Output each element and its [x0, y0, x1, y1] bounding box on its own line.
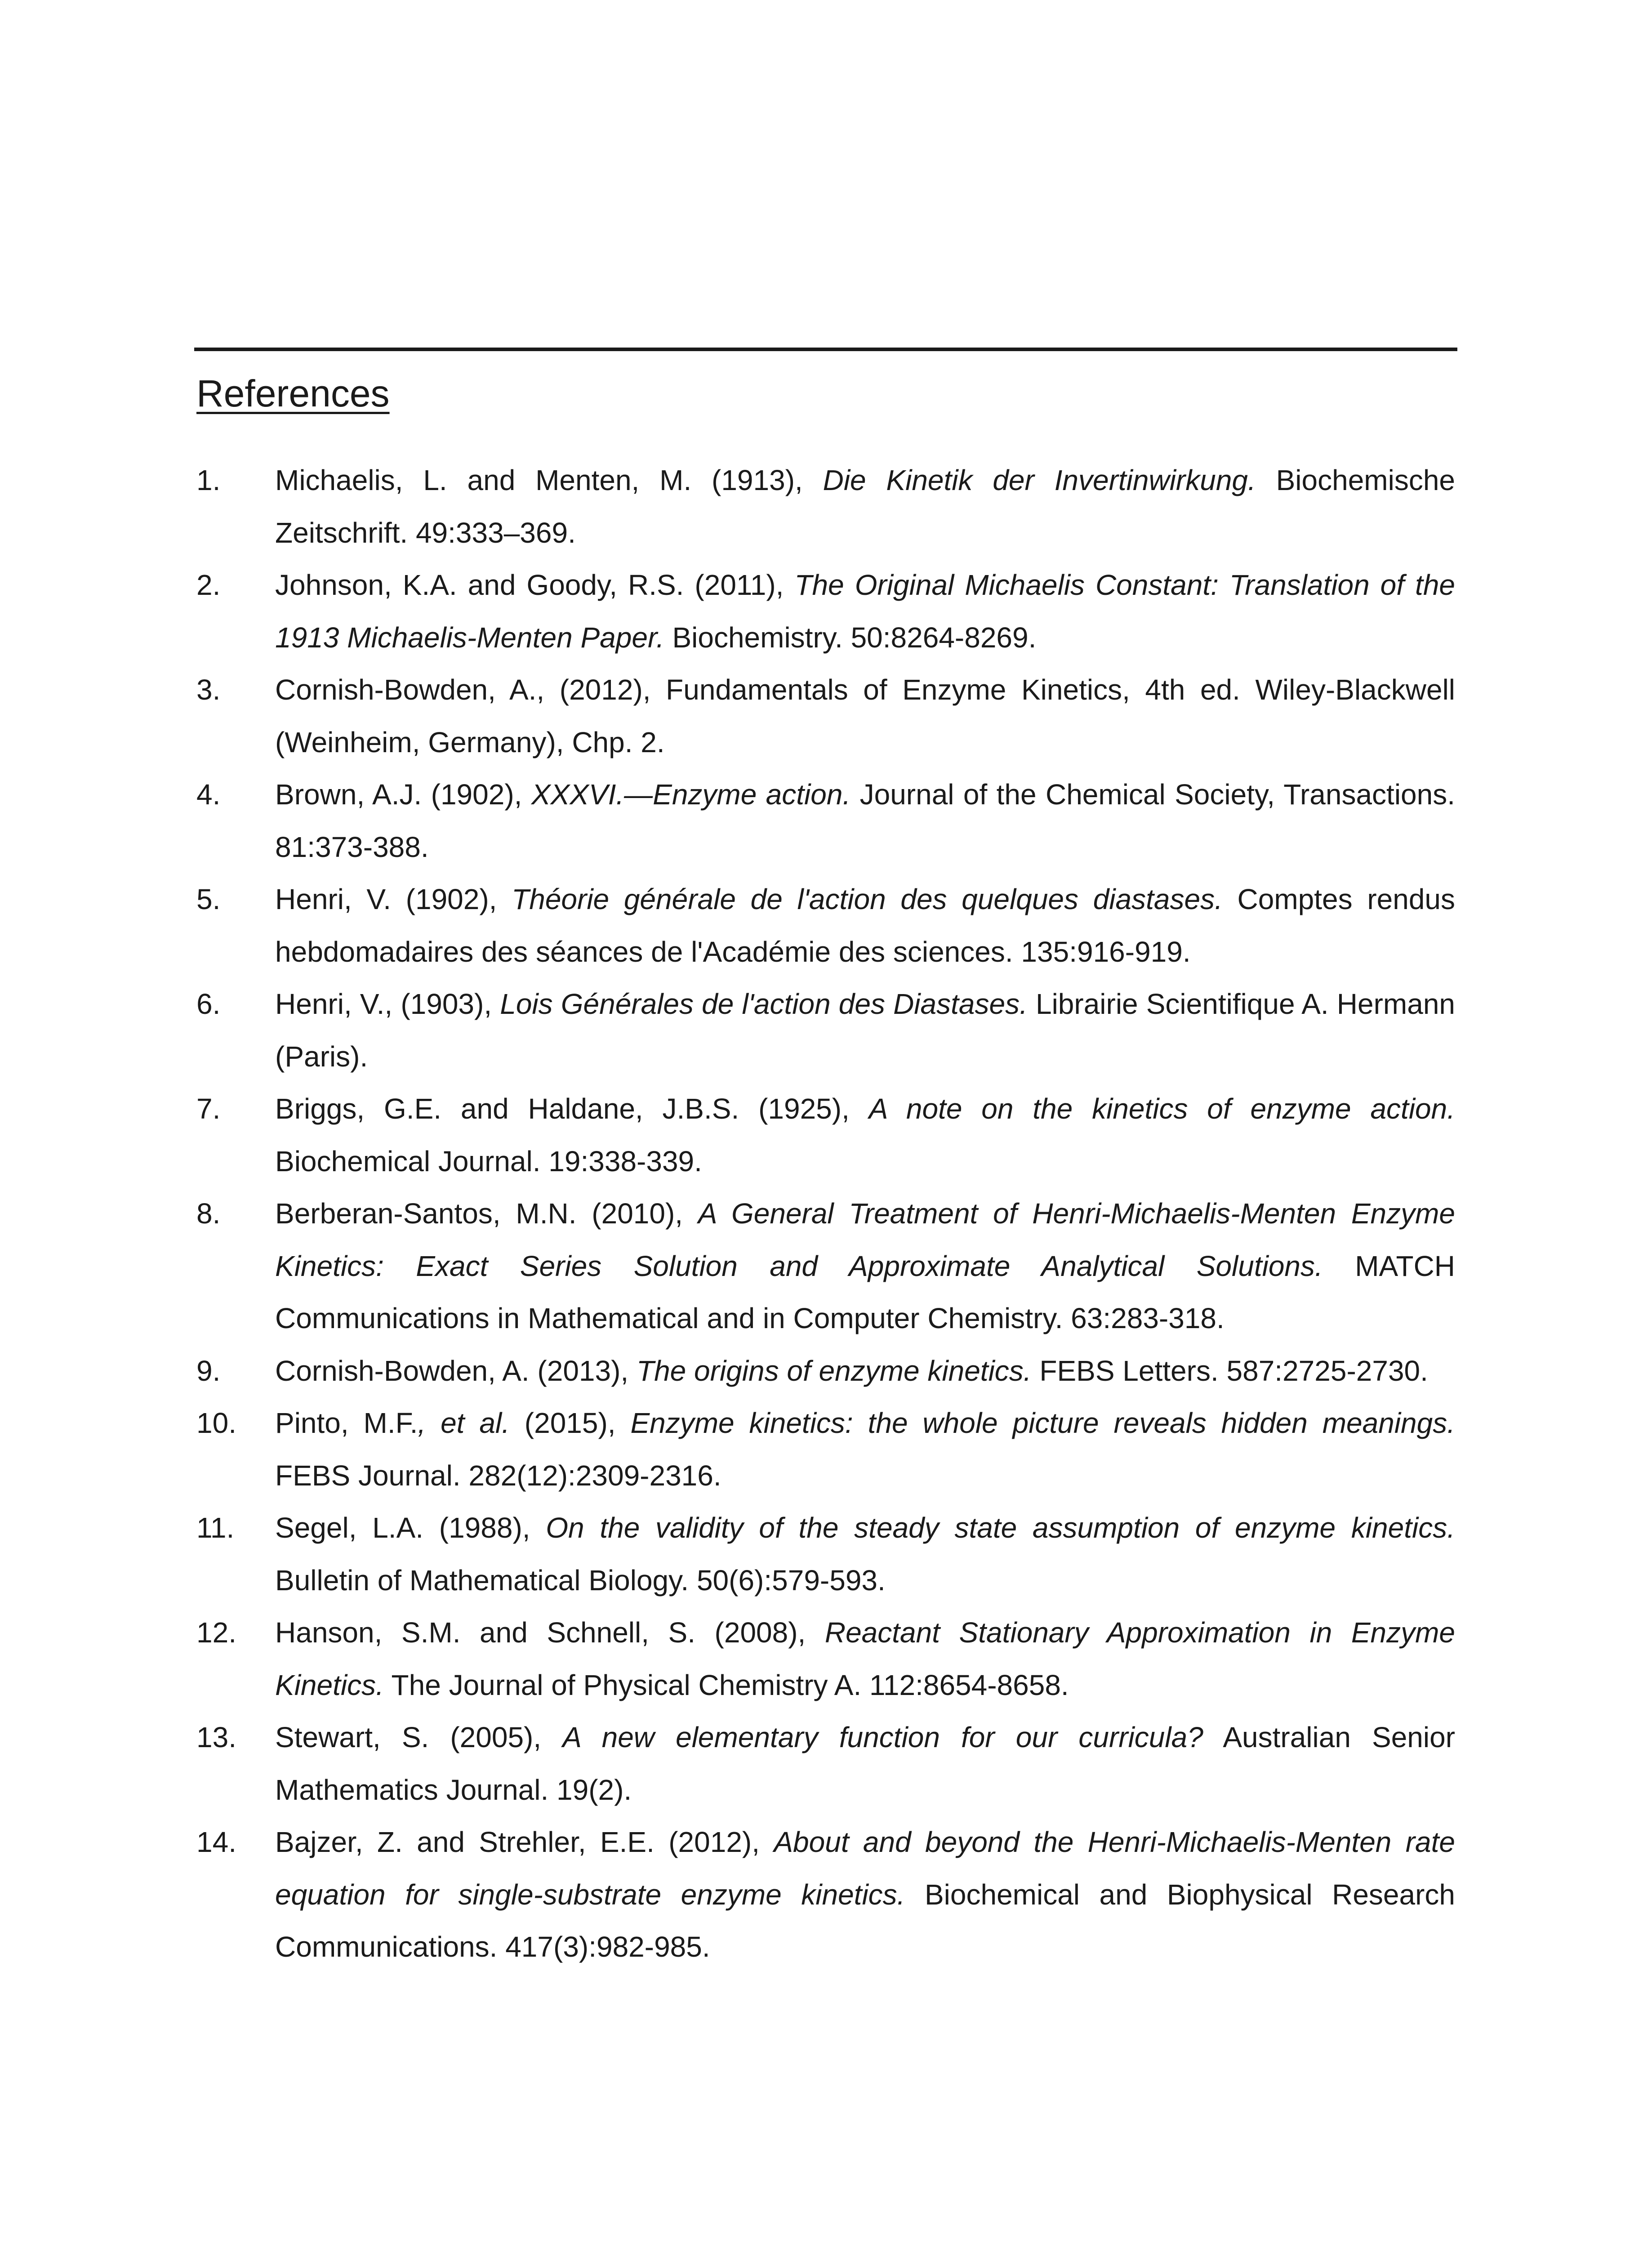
reference-number: 13.: [196, 1721, 236, 1753]
reference-title: A General Treatment of Henri-Michaelis-Menten Enzyme Kinetics: Exact Series Solution and Approximate Analytical Solutions.: [275, 1197, 1455, 1282]
reference-authors: Michaelis, L. and Menten, M. (1913),: [275, 464, 823, 496]
reference-title: A new elementary function for our curricula?: [562, 1721, 1203, 1753]
references-heading: References: [196, 372, 390, 415]
reference-number: 12.: [196, 1616, 236, 1649]
reference-item-9: [196, 1345, 1455, 1397]
reference-source: Biochemical Journal. 19:338-339.: [275, 1145, 702, 1178]
reference-title: Théorie générale de l'action des quelques diastases.: [512, 883, 1223, 915]
reference-authors: Cornish-Bowden, A. (2013),: [275, 1354, 637, 1387]
reference-authors: Henri, V., (1903),: [275, 988, 500, 1020]
reference-title: A note on the kinetics of enzyme action.: [868, 1093, 1456, 1125]
reference-number: 14.: [196, 1826, 236, 1858]
reference-item-7: [196, 1083, 1455, 1187]
reference-title: Reactant Stationary Approximation in Enzyme Kinetics.: [275, 1616, 1455, 1701]
reference-title: The origins of enzyme kinetics.: [636, 1354, 1032, 1387]
reference-title: The Original Michaelis Constant: Translation of the 1913 Michaelis-Menten Paper.: [275, 569, 1455, 654]
reference-source: Biochemical and Biophysical Research Communications. 417(3):982-985.: [275, 1878, 1455, 1963]
reference-authors: Briggs, G.E. and Haldane, J.B.S. (1925),: [275, 1093, 869, 1125]
reference-authors: Cornish-Bowden, A., (2012), Fundamentals of Enzyme Kinetics, 4th ed. Wiley-Blackwell (Weinheim, Germany), Chp. 2.: [275, 674, 1455, 758]
reference-number: 8.: [196, 1197, 221, 1230]
reference-item-10: [196, 1397, 1455, 1502]
reference-authors: Johnson, K.A. and Goody, R.S. (2011),: [275, 569, 795, 601]
reference-item-8: [196, 1187, 1455, 1345]
reference-number: 7.: [196, 1093, 221, 1125]
reference-number: 10.: [196, 1407, 236, 1439]
reference-source: FEBS Journal. 282(12):2309-2316.: [275, 1459, 721, 1492]
reference-title: Lois Générales de l'action des Diastases.: [500, 988, 1028, 1020]
reference-item-11: [196, 1502, 1455, 1606]
reference-authors: Pinto, M.F.: [275, 1407, 418, 1439]
reference-item-4: [196, 768, 1455, 873]
reference-source: Bulletin of Mathematical Biology. 50(6):579-593.: [275, 1564, 886, 1597]
reference-authors: Bajzer, Z. and Strehler, E.E. (2012),: [275, 1826, 774, 1858]
reference-authors: Stewart, S. (2005),: [275, 1721, 563, 1753]
reference-source: MATCH Communications in Mathematical and in Computer Chemistry. 63:283-318.: [275, 1249, 1456, 1334]
reference-item-2: [196, 559, 1455, 664]
reference-source: Biochemische Zeitschrift. 49:333–369.: [275, 464, 1455, 549]
reference-number: 9.: [196, 1354, 221, 1387]
reference-number: 11.: [196, 1512, 235, 1544]
reference-title: About and beyond the Henri-Michaelis-Menten rate equation for single-substrate enzyme kinetics.: [275, 1826, 1456, 1911]
reference-source: Journal of the Chemical Society, Transactions. 81:373-388.: [275, 778, 1456, 863]
reference-item-13: [196, 1711, 1455, 1816]
reference-title: Enzyme kinetics: the whole picture reveals hidden meanings.: [630, 1407, 1455, 1439]
reference-item-6: [196, 978, 1455, 1083]
reference-source: The Journal of Physical Chemistry A. 112:8654-8658.: [383, 1668, 1069, 1701]
reference-item-1: [196, 454, 1455, 559]
reference-authors: Henri, V. (1902),: [275, 883, 512, 915]
reference-authors: Berberan-Santos, M.N. (2010),: [275, 1197, 698, 1230]
reference-title: XXXVI.—Enzyme action.: [531, 778, 851, 811]
reference-year: (2015),: [509, 1407, 631, 1439]
reference-source: Biochemistry. 50:8264-8269.: [664, 621, 1037, 654]
reference-authors: Hanson, S.M. and Schnell, S. (2008),: [275, 1616, 825, 1649]
reference-number: 5.: [196, 883, 221, 915]
reference-item-5: [196, 873, 1455, 978]
reference-item-12: [196, 1606, 1455, 1711]
reference-number: 1.: [196, 464, 221, 496]
reference-source: Comptes rendus hebdomadaires des séances de l'Académie des sciences. 135:916-919.: [275, 883, 1456, 968]
reference-title: Die Kinetik der Invertinwirkung.: [823, 464, 1256, 496]
reference-et-al: , et al.: [418, 1407, 510, 1439]
reference-number: 2.: [196, 569, 221, 601]
reference-list: [196, 454, 1455, 1973]
reference-number: 4.: [196, 778, 221, 811]
reference-authors: Brown, A.J. (1902),: [275, 778, 531, 811]
header-rule: [194, 348, 1457, 351]
reference-title: On the validity of the steady state assumption of enzyme kinetics.: [546, 1512, 1455, 1544]
reference-source: Librairie Scientifique A. Hermann (Paris).: [275, 988, 1456, 1073]
reference-source: Australian Senior Mathematics Journal. 19(2).: [275, 1721, 1456, 1806]
reference-number: 6.: [196, 988, 221, 1020]
reference-source: FEBS Letters. 587:2725-2730.: [1031, 1354, 1428, 1387]
reference-item-3: [196, 664, 1455, 768]
reference-number: 3.: [196, 674, 221, 706]
reference-item-14: [196, 1816, 1455, 1973]
reference-authors: Segel, L.A. (1988),: [275, 1512, 546, 1544]
